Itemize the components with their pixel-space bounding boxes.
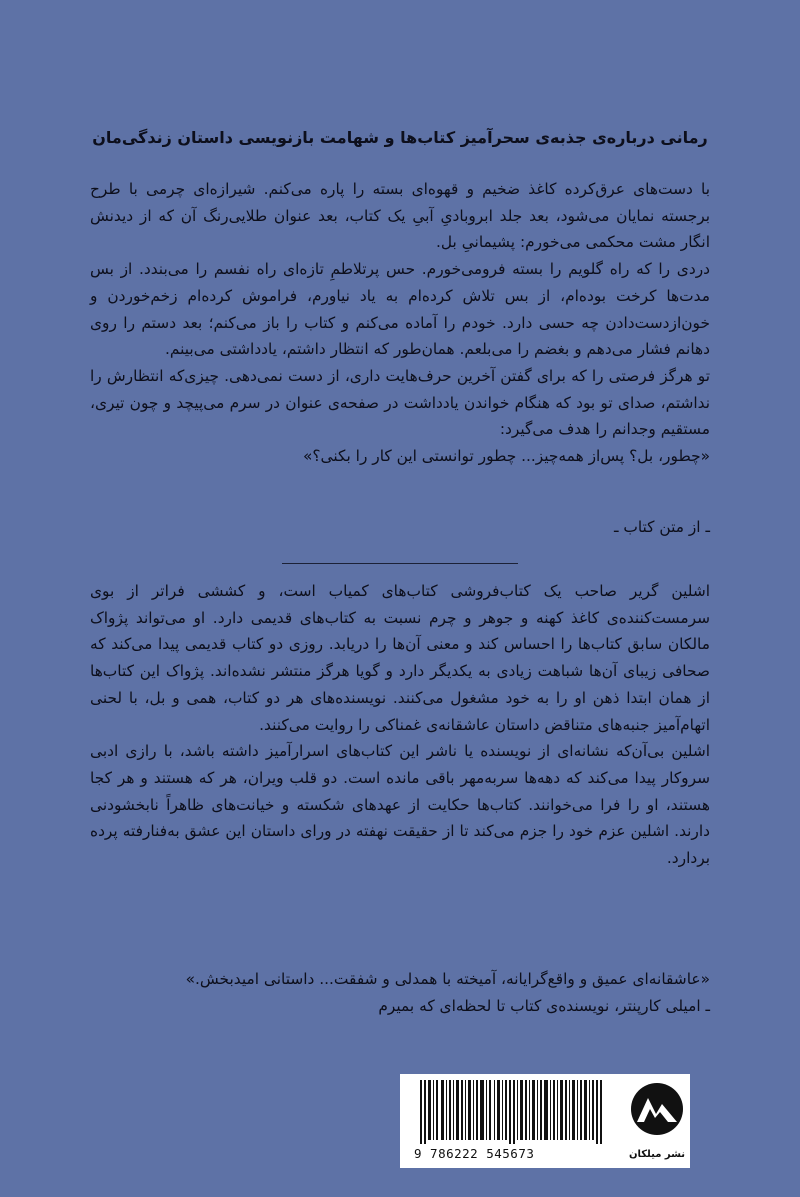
book-synopsis	[90, 578, 710, 872]
isbn-number: 9 786222 545673	[414, 1146, 535, 1161]
mountain-logo-icon	[630, 1082, 684, 1136]
excerpt-paragraph: دردی را که راه گلویم را بسته فرومی‌خورم. حس پرتلاطمِ تازه‌ای راه نفسم را می‌بندد. از بس مدت‌ها کرخت بوده‌ام، از بس تلاش کرده‌ام به یاد نیاورم، فراموش کرده‌ام زخم‌خوردن و خون‌ازدست‌دادن چه حسی دارد. خودم را آماده می‌کنم و کتاب را باز می‌کنم؛ بعد دستم را روی دهانم فشار می‌دهم و بغضم را می‌بلعم. همان‌طور که انتظار داشتم، یادداشتی می‌بینم.	[90, 260, 710, 359]
isbn-barcode	[408, 1080, 620, 1162]
synopsis-paragraph: اشلین بی‌آن‌که نشانه‌ای از نویسنده یا ناشر این کتاب‌های اسرارآمیز داشته باشد، با رازی ادبی سروکار پیدا می‌کند که دهه‌ها سربه‌مهر باقی مانده است. دو قلب ویران، هر که هستند و هر کجا هستند، او را فرا می‌خوانند. کتاب‌ها حکایت از عهدهای شکسته و خیانت‌های ظاهراً نابخشودنی دارند. اشلین عزم خود را جزم می‌کند تا از حقیقت نهفته در ورای داستان این عشق به‌فنارفته پرده بردارد.	[90, 742, 710, 868]
synopsis-paragraph: اشلین گریر صاحب یک کتاب‌فروشی کتاب‌های کمیاب است، و کششی فراتر از بوی سرمست‌کننده‌ی کاغذ کهنه و جوهر و چرم نسبت به کتاب‌های قدیمی دارد. او می‌تواند پژواک مالکان سابق کتاب‌ها را احساس کند و معنی آن‌ها را دریابد. روزی دو کتاب قدیمی پیدا می‌کند که صحافی زیبای آن‌ها شباهت زیادی به یکدیگر دارد و گویا هرگز منتشر نشده‌اند. پژواک این کتاب‌ها از همان ابتدا ذهن او را به خود مشغول می‌کنند. نویسنده‌های هر دو کتاب، همی و بل، با لحنی اتهام‌آمیز جنبه‌های متناقض داستان عاشقانه‌ی غمناکی را روایت می‌کنند.	[90, 582, 710, 734]
publisher-logo	[624, 1074, 690, 1168]
tagline: رمانی درباره‌ی جذبه‌ی سحرآمیز کتاب‌ها و شهامت بازنویسی داستان زندگی‌مان	[92, 128, 708, 147]
excerpt-paragraph: با دست‌های عرق‌کرده کاغذ ضخیم و قهوه‌ای بسته را پاره می‌کنم. شیرازه‌ای چرمی با طرح برجسته نمایان می‌شود، بعد جلد ابروبادیِ آبیِ یک کتاب، بعد عنوان طلایی‌رنگ آن که از دیدنش انگار مشت محکمی می‌خورم: پشیمانیِ بل.	[90, 180, 710, 252]
barcode-icon	[408, 1080, 620, 1146]
review-blurb	[90, 966, 710, 1020]
excerpt-paragraph: تو هرگز فرصتی را که برای گفتن آخرین حرف‌هایت داری، از دست نمی‌دهی. چیزی‌که انتظارش را نداشتم، صدای تو بود که هنگام خواندن یادداشت در صفحه‌ی عنوان در سرم می‌پیچد و چون تیری، مستقیم وجدانم را هدف می‌گیرد:	[90, 366, 710, 439]
section-divider	[282, 563, 518, 564]
excerpt-quote: «چطور، بل؟ پس‌از همه‌چیز... چطور توانستی این کار را بکنی؟»	[302, 447, 710, 466]
blurb-attribution: ـ امیلی کارپنتر، نویسنده‌ی کتاب تا لحظه‌ای که بمیرم	[378, 997, 710, 1015]
back-label	[400, 1074, 690, 1168]
blurb-quote: «عاشقانه‌ای عمیق و واقع‌گرایانه، آمیخته با همدلی و شفقت... داستانی امیدبخش.»	[185, 970, 710, 988]
publisher-name: نشر میلکان	[628, 1149, 686, 1160]
book-excerpt	[90, 176, 710, 470]
excerpt-source: ـ از متن کتاب ـ	[613, 518, 710, 536]
